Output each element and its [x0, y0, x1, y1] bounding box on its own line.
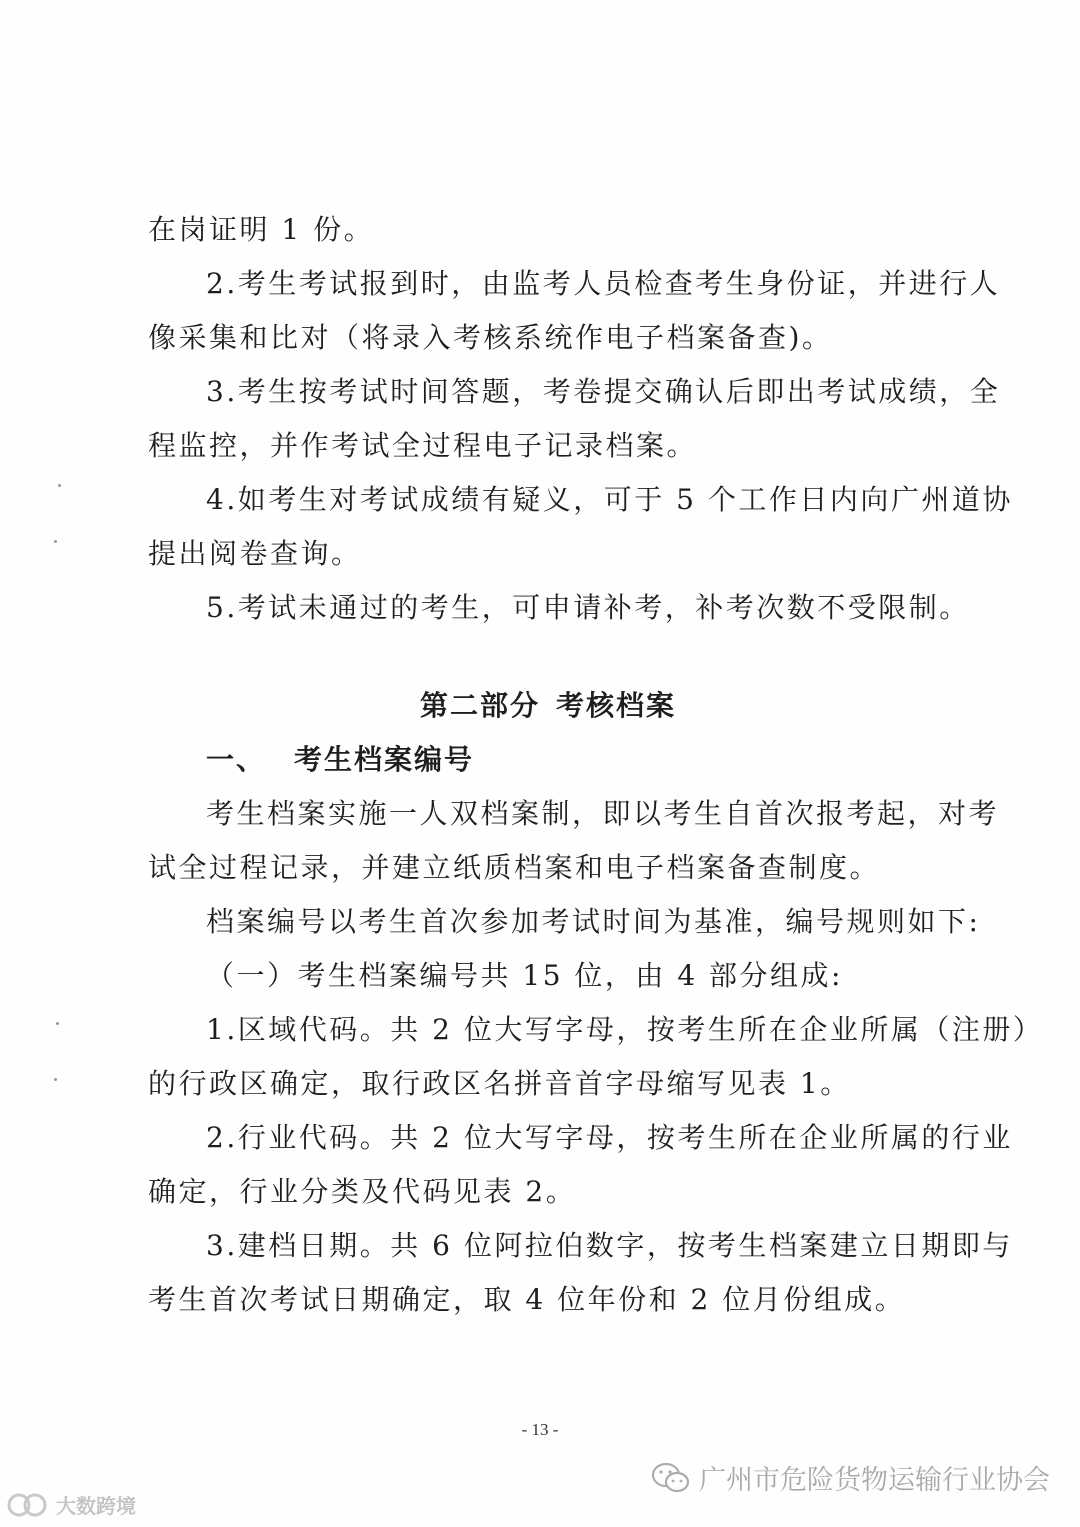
org-name: 广州市危险货物运输行业协会 — [699, 1465, 1050, 1496]
paragraph-line: 像采集和比对（将录入考核系统作电子档案备查)。 — [148, 321, 833, 354]
source-name: 大数跨境 — [56, 1494, 136, 1518]
paragraph-line: 5.考试未通过的考生，可申请补考，补考次数不受限制。 — [206, 591, 970, 624]
paragraph-line: 档案编号以考生首次参加考试时间为基准，编号规则如下: — [206, 905, 981, 938]
paragraph-line: 确定，行业分类及代码见表 2。 — [148, 1175, 577, 1208]
paragraph-line: （一）考生档案编号共 15 位，由 4 部分组成: — [206, 959, 843, 992]
paragraph-line: 3.考生按考试时间答题，考卷提交确认后即出考试成绩，全 — [206, 375, 1001, 408]
page-number: - 13 - — [521, 1420, 559, 1439]
paragraph-line: 的行政区确定，取行政区名拼音首字母缩写见表 1。 — [148, 1067, 851, 1100]
paragraph-line: 4.如考生对考试成绩有疑义，可于 5 个工作日内向广州道协 — [206, 483, 1013, 516]
paragraph-line: 提出阅卷查询。 — [148, 537, 362, 570]
part-title — [148, 679, 948, 733]
paragraph-line: 考生首次考试日期确定，取 4 位年份和 2 位月份组成。 — [148, 1283, 906, 1316]
paragraph-line: 程监控，并作考试全过程电子记录档案。 — [148, 429, 698, 462]
logo-icon — [6, 1492, 50, 1518]
section-number: 一、 — [206, 743, 267, 776]
org-watermark — [651, 1458, 1050, 1497]
paragraph-line: 2.考生考试报到时，由监考人员检查考生身份证，并进行人 — [206, 267, 1001, 300]
wechat-icon — [651, 1461, 691, 1495]
section-title: 考生档案编号 — [294, 743, 475, 776]
paragraph-line: 考生档案实施一人双档案制，即以考生自首次报考起，对考 — [206, 797, 1000, 830]
part-name: 考核档案 — [556, 689, 677, 722]
source-watermark — [6, 1490, 136, 1519]
document-body — [148, 203, 1044, 1327]
part-number: 第二部分 — [419, 689, 540, 722]
paragraph-line: 1.区域代码。共 2 位大写字母，按考生所在企业所属（注册） — [206, 1013, 1044, 1046]
paragraph-line: 在岗证明 1 份。 — [148, 213, 375, 246]
paragraph-line: 2.行业代码。共 2 位大写字母，按考生所在企业所属的行业 — [206, 1121, 1013, 1154]
section-heading — [148, 733, 948, 787]
paragraph-line: 3.建档日期。共 6 位阿拉伯数字，按考生档案建立日期即与 — [206, 1229, 1013, 1262]
paragraph-line: 试全过程记录，并建立纸质档案和电子档案备查制度。 — [148, 851, 881, 884]
